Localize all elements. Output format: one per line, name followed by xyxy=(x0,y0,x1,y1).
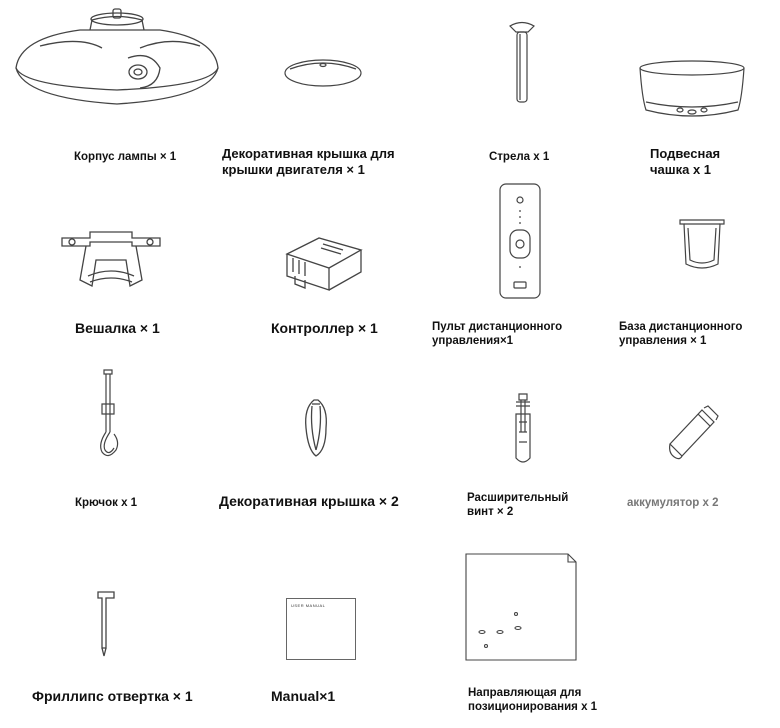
cup-label-line2: чашка x 1 xyxy=(650,162,712,178)
screwdriver-illustration xyxy=(96,590,120,660)
remote-label xyxy=(432,320,562,349)
hanger-label: Вешалка × 1 xyxy=(75,320,160,336)
deco-cover-illustration xyxy=(300,398,332,460)
lamp-body-illustration xyxy=(10,8,225,113)
hook-label: Крючок x 1 xyxy=(75,497,138,509)
remote-label-line2: управления×1 xyxy=(432,335,514,348)
remote-base-illustration xyxy=(676,214,728,272)
controller-illustration xyxy=(283,234,365,294)
manual-cover-text: USER MANUAL xyxy=(291,603,326,608)
template-label-line2: позиционирования x 1 xyxy=(468,701,598,714)
manual-label: Manual×1 xyxy=(271,688,336,704)
motor-cover-illustration xyxy=(282,55,364,91)
arrow-label: Стрела x 1 xyxy=(489,151,550,163)
cup-label-line1: Подвесная xyxy=(650,146,721,161)
hanger-illustration xyxy=(60,230,162,288)
remote-base-label xyxy=(619,320,742,349)
motor-cover-label xyxy=(222,146,395,179)
screw-illustration xyxy=(508,392,538,470)
screw-label-line2: винт × 2 xyxy=(467,506,514,519)
controller-label: Контроллер × 1 xyxy=(271,320,378,336)
deco-cover-label: Декоративная крышка × 2 xyxy=(219,493,399,509)
remote-label-line1: Пульт дистанционного xyxy=(432,321,563,333)
template-label-line1: Направляющая для xyxy=(468,687,582,699)
hook-illustration xyxy=(92,368,128,460)
cup-illustration xyxy=(636,58,748,124)
template-illustration xyxy=(464,552,578,662)
remote-base-label-line2: управления × 1 xyxy=(619,335,707,348)
lamp-body-label: Корпус лампы × 1 xyxy=(74,151,177,163)
remote-base-label-line1: База дистанционного xyxy=(619,321,743,333)
remote-illustration xyxy=(498,182,542,300)
template-label xyxy=(468,686,597,715)
battery-label: аккумулятор x 2 xyxy=(627,497,719,509)
screw-label xyxy=(467,491,568,520)
screw-label-line1: Расширительный xyxy=(467,492,569,504)
screwdriver-label: Фриллипс отвертка × 1 xyxy=(32,688,193,704)
cup-label xyxy=(650,146,720,179)
arrow-illustration xyxy=(508,18,536,106)
motor-cover-label-line1: Декоративная крышка для xyxy=(222,146,395,161)
manual-illustration xyxy=(286,598,356,660)
motor-cover-label-line2: крышки двигателя × 1 xyxy=(222,162,365,178)
battery-illustration xyxy=(664,404,720,462)
